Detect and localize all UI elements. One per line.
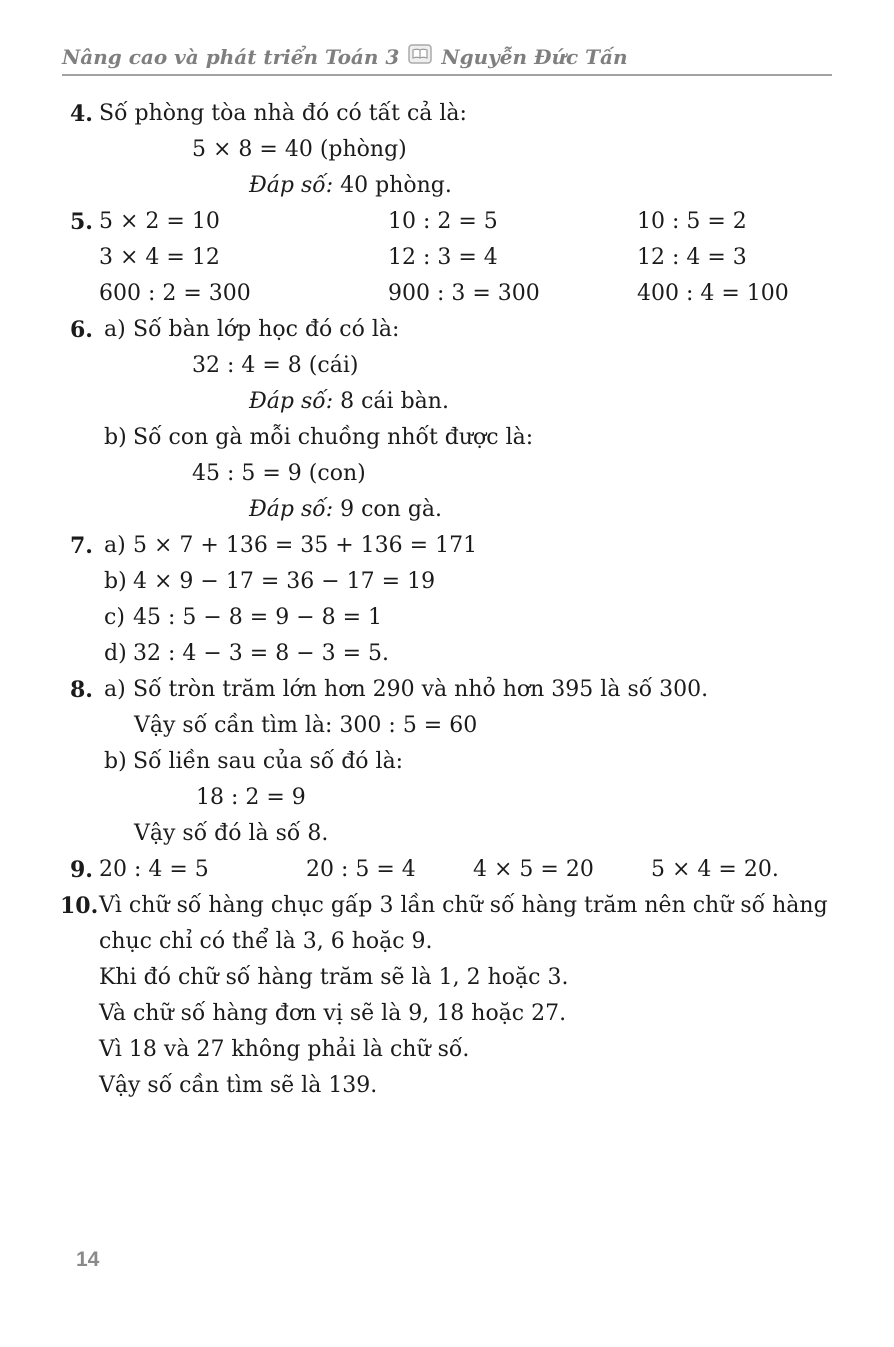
equation: 5 × 7 + 136 = 35 + 136 = 171 xyxy=(133,533,478,558)
problem-4-equation-row xyxy=(0,132,894,168)
problem-8b-equation-row xyxy=(0,780,894,816)
answer-label: Đáp số: xyxy=(249,389,334,414)
answer-label: Đáp số: xyxy=(249,497,334,522)
equation: 4 × 9 − 17 = 36 − 17 = 19 xyxy=(133,569,436,594)
answer-value: 40 phòng. xyxy=(340,173,452,198)
problem-8b-statement-row xyxy=(0,744,894,780)
problem-6b-equation-row xyxy=(0,456,894,492)
equation: 32 : 4 − 3 = 8 − 3 = 5. xyxy=(133,641,390,666)
problem-5-row-2 xyxy=(0,240,894,276)
page-number: 14 xyxy=(76,1248,100,1271)
part-a-label: a) xyxy=(104,317,126,342)
book-title: Nâng cao và phát triển Toán 3 xyxy=(62,44,400,69)
equation: 10 : 2 = 5 xyxy=(388,209,498,234)
open-book-icon xyxy=(408,44,432,69)
problem-8b-conclusion: Vậy số đó là số 8. xyxy=(134,821,329,846)
equation: 45 : 5 − 8 = 9 − 8 = 1 xyxy=(133,605,383,630)
problem-8a-statement: Số tròn trăm lớn hơn 290 và nhỏ hơn 395 là số 300. xyxy=(133,677,709,702)
problem-4-answer-row xyxy=(0,168,894,204)
equation: 600 : 2 = 300 xyxy=(99,281,251,306)
problem-4-statement-row xyxy=(0,96,894,132)
problem-6a-equation-row xyxy=(0,348,894,384)
running-head xyxy=(62,44,832,69)
problem-7d-row xyxy=(0,636,894,672)
answer-label: Đáp số: xyxy=(249,173,334,198)
problem-9-number: 9. xyxy=(70,857,93,883)
header-rule xyxy=(62,74,832,76)
equation: 4 × 5 = 20 xyxy=(473,857,594,882)
part-b-label: b) xyxy=(104,749,127,774)
problem-8a-statement-row xyxy=(0,672,894,708)
problem-10-line xyxy=(0,1068,894,1104)
problem-6a-statement-row xyxy=(0,312,894,348)
problem-10-text: Vì chữ số hàng chục gấp 3 lần chữ số hàng trăm nên chữ số hàng xyxy=(99,893,828,918)
part-d-label: d) xyxy=(104,641,127,666)
equation: 10 : 5 = 2 xyxy=(637,209,747,234)
equation: 20 : 4 = 5 xyxy=(99,857,209,882)
problem-6a-answer-row xyxy=(0,384,894,420)
equation: 900 : 3 = 300 xyxy=(388,281,540,306)
problem-8b-conclusion-row xyxy=(0,816,894,852)
equation: 5 × 2 = 10 xyxy=(99,209,220,234)
problem-10-line xyxy=(0,1032,894,1068)
problem-10-text: chục chỉ có thể là 3, 6 hoặc 9. xyxy=(99,929,433,954)
problem-5-row-1 xyxy=(0,204,894,240)
problem-10-text: Vậy số cần tìm sẽ là 139. xyxy=(99,1073,378,1098)
problem-10-number: 10. xyxy=(60,893,99,919)
equation: 400 : 4 = 100 xyxy=(637,281,789,306)
equation: 5 × 4 = 20. xyxy=(651,857,779,882)
problem-10-para-line-2 xyxy=(0,924,894,960)
problem-6b-answer-row xyxy=(0,492,894,528)
problem-6a-equation: 32 : 4 = 8 (cái) xyxy=(192,353,359,378)
equation: 12 : 3 = 4 xyxy=(388,245,498,270)
problem-4-statement: Số phòng tòa nhà đó có tất cả là: xyxy=(99,101,467,126)
answer-value: 9 con gà. xyxy=(340,497,443,522)
problem-6a-statement: Số bàn lớp học đó có là: xyxy=(133,317,400,342)
problem-10-text: Vì 18 và 27 không phải là chữ số. xyxy=(99,1037,470,1062)
equation: 3 × 4 = 12 xyxy=(99,245,220,270)
problem-10-text: Khi đó chữ số hàng trăm sẽ là 1, 2 hoặc 3. xyxy=(99,965,569,990)
problem-10-text: Và chữ số hàng đơn vị sẽ là 9, 18 hoặc 27. xyxy=(99,1001,567,1026)
problem-8b-equation: 18 : 2 = 9 xyxy=(196,785,306,810)
problem-5-number: 5. xyxy=(70,209,93,235)
problem-4-number: 4. xyxy=(70,101,93,127)
problem-7c-row xyxy=(0,600,894,636)
answer-value: 8 cái bàn. xyxy=(340,389,449,414)
problem-10-line xyxy=(0,960,894,996)
problem-5-row-3 xyxy=(0,276,894,312)
problem-7-number: 7. xyxy=(70,533,93,559)
problem-4-equation: 5 × 8 = 40 (phòng) xyxy=(192,137,407,162)
equation: 12 : 4 = 3 xyxy=(637,245,747,270)
part-a-label: a) xyxy=(104,533,126,558)
part-b-label: b) xyxy=(104,569,127,594)
book-author: Nguyễn Đức Tấn xyxy=(441,44,628,69)
problem-8-number: 8. xyxy=(70,677,93,703)
problem-8a-conclusion: Vậy số cần tìm là: 300 : 5 = 60 xyxy=(134,713,478,738)
problem-6-number: 6. xyxy=(70,317,93,343)
problem-8b-statement: Số liền sau của số đó là: xyxy=(133,749,404,774)
problem-8a-conclusion-row xyxy=(0,708,894,744)
problem-7a-row xyxy=(0,528,894,564)
problem-7b-row xyxy=(0,564,894,600)
page-header xyxy=(62,44,832,84)
problem-6b-statement: Số con gà mỗi chuồng nhốt được là: xyxy=(133,425,534,450)
problem-6b-equation: 45 : 5 = 9 (con) xyxy=(192,461,366,486)
part-c-label: c) xyxy=(104,605,125,630)
part-b-label: b) xyxy=(104,425,127,450)
solutions-content xyxy=(0,96,894,1104)
problem-10-line xyxy=(0,996,894,1032)
problem-9-row xyxy=(0,852,894,888)
equation: 20 : 5 = 4 xyxy=(306,857,416,882)
part-a-label: a) xyxy=(104,677,126,702)
problem-10-para-line-1 xyxy=(0,888,894,924)
problem-6b-statement-row xyxy=(0,420,894,456)
